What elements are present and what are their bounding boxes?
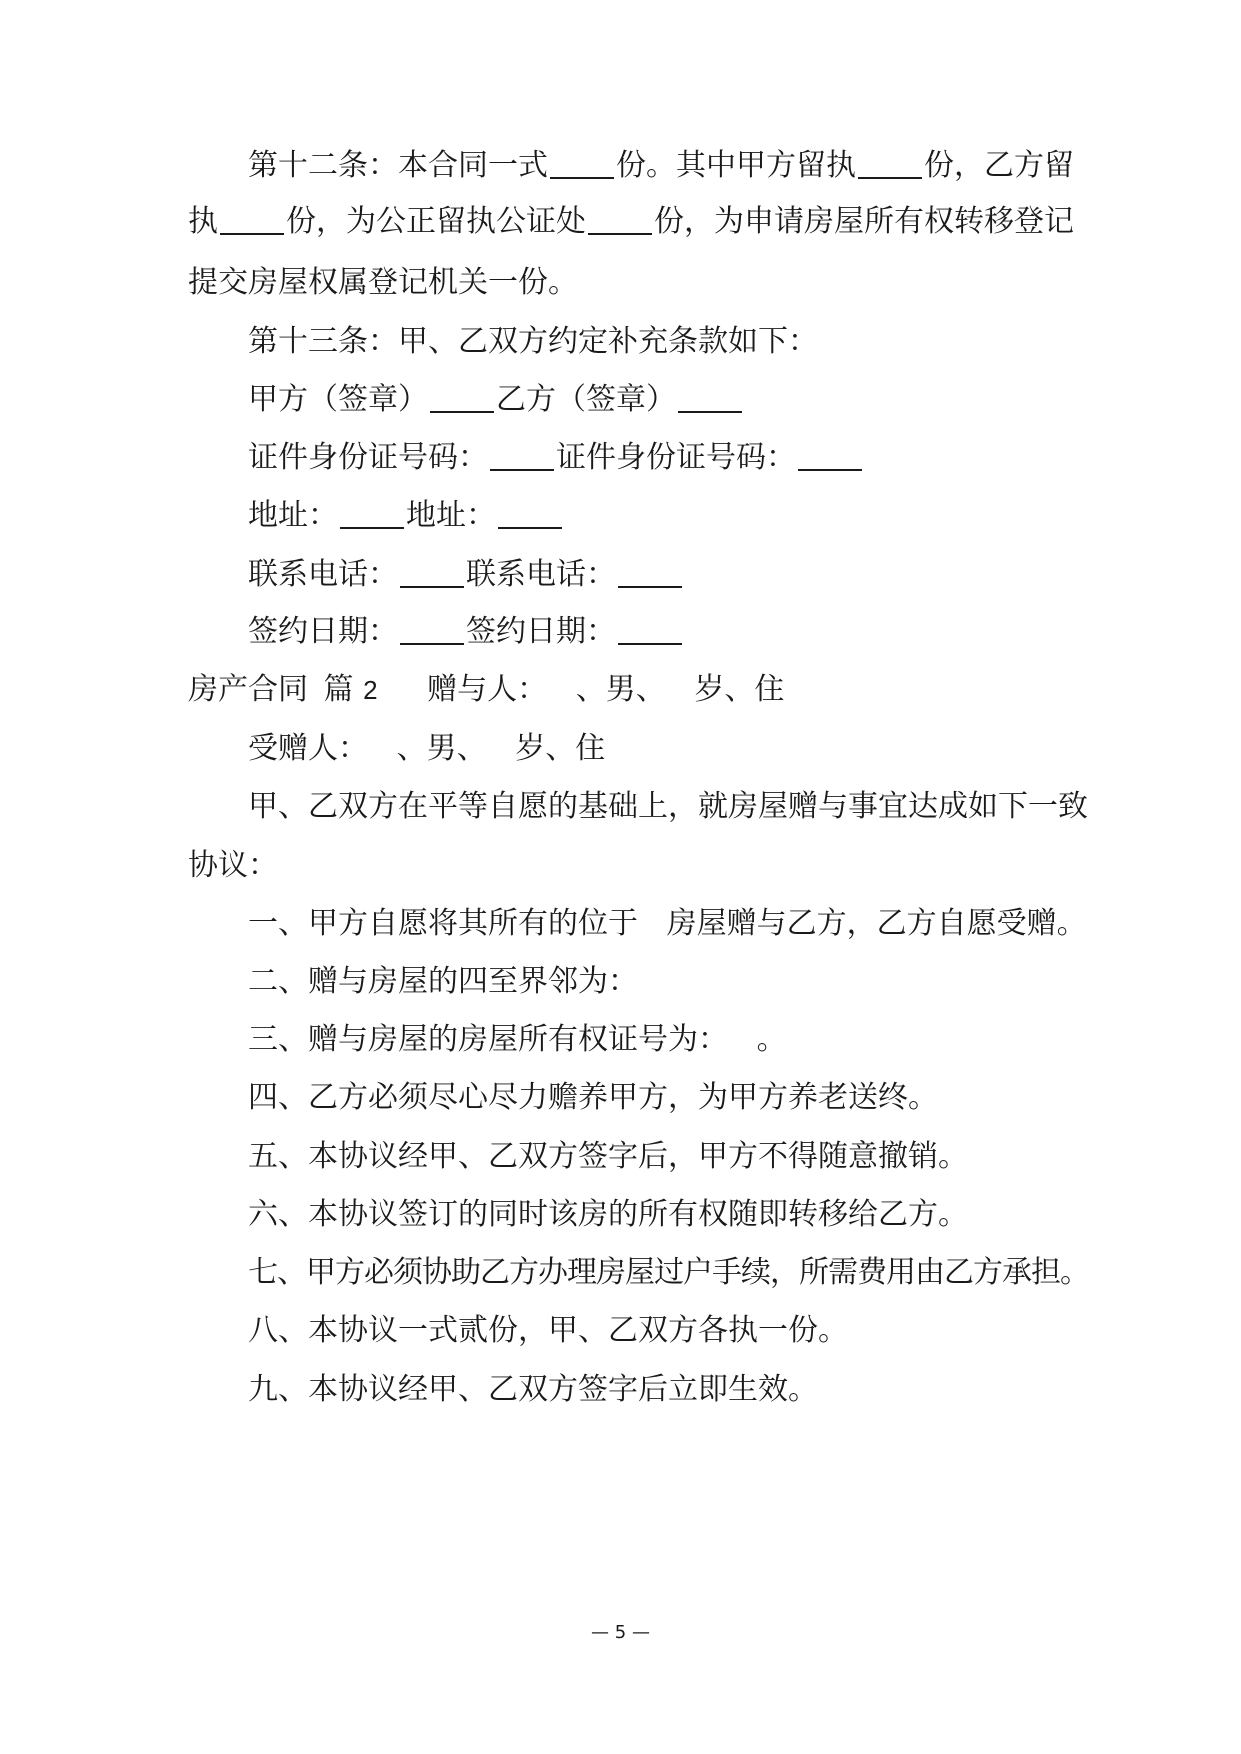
section-2-heading-row	[188, 670, 1068, 710]
party-a-date-blank	[400, 613, 464, 645]
date-row	[248, 612, 1128, 652]
party-b-phone-blank	[618, 556, 682, 588]
article-12-text: 份，为公正留执公证处	[286, 204, 586, 239]
agreement-item: 三、赠与房屋的房屋所有权证号为： 。	[248, 1022, 787, 1057]
agreement-item: 二、赠与房屋的四至界邻为：	[248, 964, 638, 999]
donee-line: 受赠人： 、男、 岁、住	[248, 731, 606, 766]
agreement-item: 一、甲方自愿将其所有的位于 房屋赠与乙方，乙方自愿受赠。	[248, 906, 1087, 941]
party-b-seal-blank	[678, 381, 742, 413]
party-a-copies-blank	[858, 147, 922, 179]
notary-copies-blank	[588, 203, 652, 235]
party-b-id-blank	[798, 439, 862, 471]
id-row	[248, 438, 1128, 478]
article-13: 第十三条：甲、乙双方约定补充条款如下：	[248, 324, 818, 359]
party-a-phone-label: 联系电话：	[248, 557, 398, 592]
article-12-text: 份，乙方留	[924, 148, 1074, 183]
article-12-text: 第十二条：本合同一式	[248, 148, 548, 183]
party-a-phone-blank	[400, 556, 464, 588]
party-b-date-label: 签约日期：	[466, 614, 616, 649]
agreement-item: 五、本协议经甲、乙双方签字后，甲方不得随意撤销。	[248, 1139, 968, 1174]
party-a-date-label: 签约日期：	[248, 614, 398, 649]
agreement-item: 四、乙方必须尽心尽力赡养甲方，为甲方养老送终。	[248, 1080, 938, 1115]
phone-row	[248, 555, 1128, 595]
article-12-line-2	[188, 202, 1074, 242]
copies-total-blank	[550, 147, 614, 179]
seal-row	[248, 380, 1128, 420]
donor-line: 赠与人： 、男、 岁、住	[427, 672, 785, 707]
party-a-address-blank	[340, 497, 404, 529]
article-12-line-1	[248, 146, 1128, 186]
agreement-item: 七、甲方必须协助乙方办理房屋过户手续，所需费用由乙方承担。	[248, 1255, 1089, 1290]
party-a-id-label: 证件身份证号码：	[248, 440, 488, 475]
article-12-text: 份。其中甲方留执	[616, 148, 856, 183]
party-b-address-blank	[498, 497, 562, 529]
section-part-number: 2	[363, 675, 378, 705]
article-12-text: 份，为申请房屋所有权转移登记	[654, 204, 1074, 239]
address-row	[248, 496, 1128, 536]
party-a-id-blank	[490, 439, 554, 471]
party-b-date-blank	[618, 613, 682, 645]
section-heading: 房产合同	[188, 672, 308, 707]
intro-line-2: 协议：	[188, 848, 278, 883]
page-number: — 5 —	[591, 1622, 650, 1643]
intro-line-1: 甲、乙双方在平等自愿的基础上，就房屋赠与事宜达成如下一致	[248, 789, 1088, 824]
party-b-seal-label: 乙方（签章）	[496, 382, 676, 417]
article-12-text: 执	[188, 204, 218, 239]
article-12-line-3: 提交房屋权属登记机关一份。	[188, 265, 578, 300]
party-b-copies-blank	[220, 203, 284, 235]
agreement-item: 六、本协议签订的同时该房的所有权随即转移给乙方。	[248, 1197, 968, 1232]
party-b-address-label: 地址：	[406, 498, 496, 533]
party-a-seal-label: 甲方（签章）	[248, 382, 428, 417]
party-a-seal-blank	[430, 381, 494, 413]
party-b-id-label: 证件身份证号码：	[556, 440, 796, 475]
agreement-item: 八、本协议一式贰份，甲、乙双方各执一份。	[248, 1313, 848, 1348]
agreement-item: 九、本协议经甲、乙双方签字后立即生效。	[248, 1372, 818, 1407]
party-a-address-label: 地址：	[248, 498, 338, 533]
party-b-phone-label: 联系电话：	[466, 557, 616, 592]
section-part-label: 篇	[323, 672, 354, 707]
